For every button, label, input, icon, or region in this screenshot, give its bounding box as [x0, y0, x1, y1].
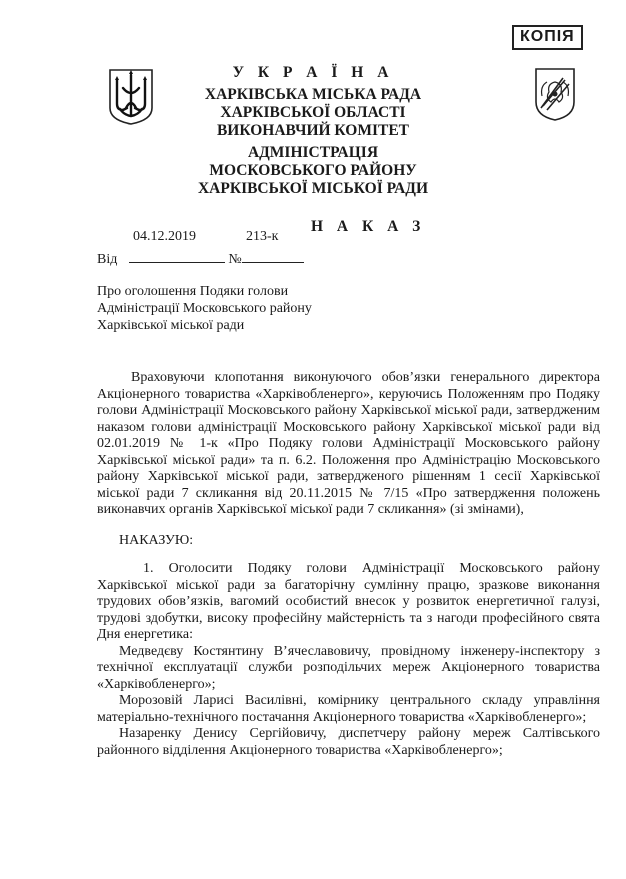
date-blank: [129, 250, 225, 263]
number-label: №: [228, 252, 242, 267]
number-blank: [242, 250, 304, 263]
order-number: 213-к: [246, 229, 279, 244]
admin-name-line-2: МОСКОВСЬКОГО РАЙОНУ: [209, 162, 417, 179]
nakazuyu-heading: НАКАЗУЮ:: [119, 532, 194, 548]
preamble-paragraph: Враховуючи клопотання виконуючого обов’язки генерального директора Акціонерного товариства «Харківобленерго», керуючись Положенням про Подяку голови Адміністрації Московського району Харківської міської ради, затвердженим наказом голови адміністрації Московського району Харківської міської ради від 02.01.2019 № 1-к «Про Подяку голови Адміністрації Московського району Харківської міської ради» та п. 6.2. Положення про Адміністрацію Московського району Харківської міської ради, затвердженого рішенням 1 сесії Харківської міської ради 7 скликання від 20.11.2015 № 7/15 «Про затвердження положень виконавчих органів Харківської міської ради 7 скликання» (зі змінами),: [97, 370, 600, 517]
item-1-paragraph: 1. Оголосити Подяку голови Адміністрації Московського району Харківської міської ради за багаторічну сумлінну працю, зразкове виконання трудових обов’язків, вагомий особистий внесок у розвиток енергетичної галузі, трудові здобутки, високу професійну майстерність та з нагоди професійного свята Дня енергетика:: [97, 561, 600, 642]
document-header: [0, 64, 626, 198]
order-subject: [97, 283, 397, 334]
council-name-line-3: ВИКОНАВЧИЙ КОМІТЕТ: [216, 122, 410, 139]
council-name-line-2: ХАРКІВСЬКОЇ ОБЛАСТІ: [220, 104, 406, 121]
council-name-line-1: ХАРКІВСЬКА МІСЬКА РАДА: [204, 86, 422, 103]
person-paragraph-1: Медведєву Костянтину В’ячеславовичу, провідному інженеру-інспектору з технічної експлуатації служби розподільчих мереж Акціонерного товариства «Харківобленерго»;: [97, 643, 600, 692]
subject-line-3: Харківської міської ради: [97, 318, 245, 333]
subject-line-2: Адміністрації Московського району: [97, 301, 312, 316]
person-paragraph-2: Морозовій Ларисі Василівні, комірнику центрального складу управління матеріально-технічного постачання Акціонерного товариства «Харківобленерго»;: [97, 693, 600, 725]
person-paragraph-3: Назаренку Денису Сергійовичу, диспетчеру району мереж Салтівського районного відділення Акціонерного товариства «Харківобленерго»;: [97, 726, 600, 758]
order-date: 04.12.2019: [133, 229, 196, 244]
from-label: Від: [97, 252, 118, 267]
order-title: Н А К А З: [311, 218, 426, 235]
date-number-line: [97, 250, 304, 268]
order-body: [97, 370, 600, 759]
subject-line-1: Про оголошення Подяки голови: [97, 284, 289, 299]
admin-name-line-1: АДМІНІСТРАЦІЯ: [247, 144, 379, 161]
admin-name-line-3: ХАРКІВСЬКОЇ МІСЬКОЇ РАДИ: [197, 180, 429, 197]
copy-stamp: КОПІЯ: [512, 25, 583, 50]
country-name: У К Р А Ї Н А: [232, 64, 394, 81]
